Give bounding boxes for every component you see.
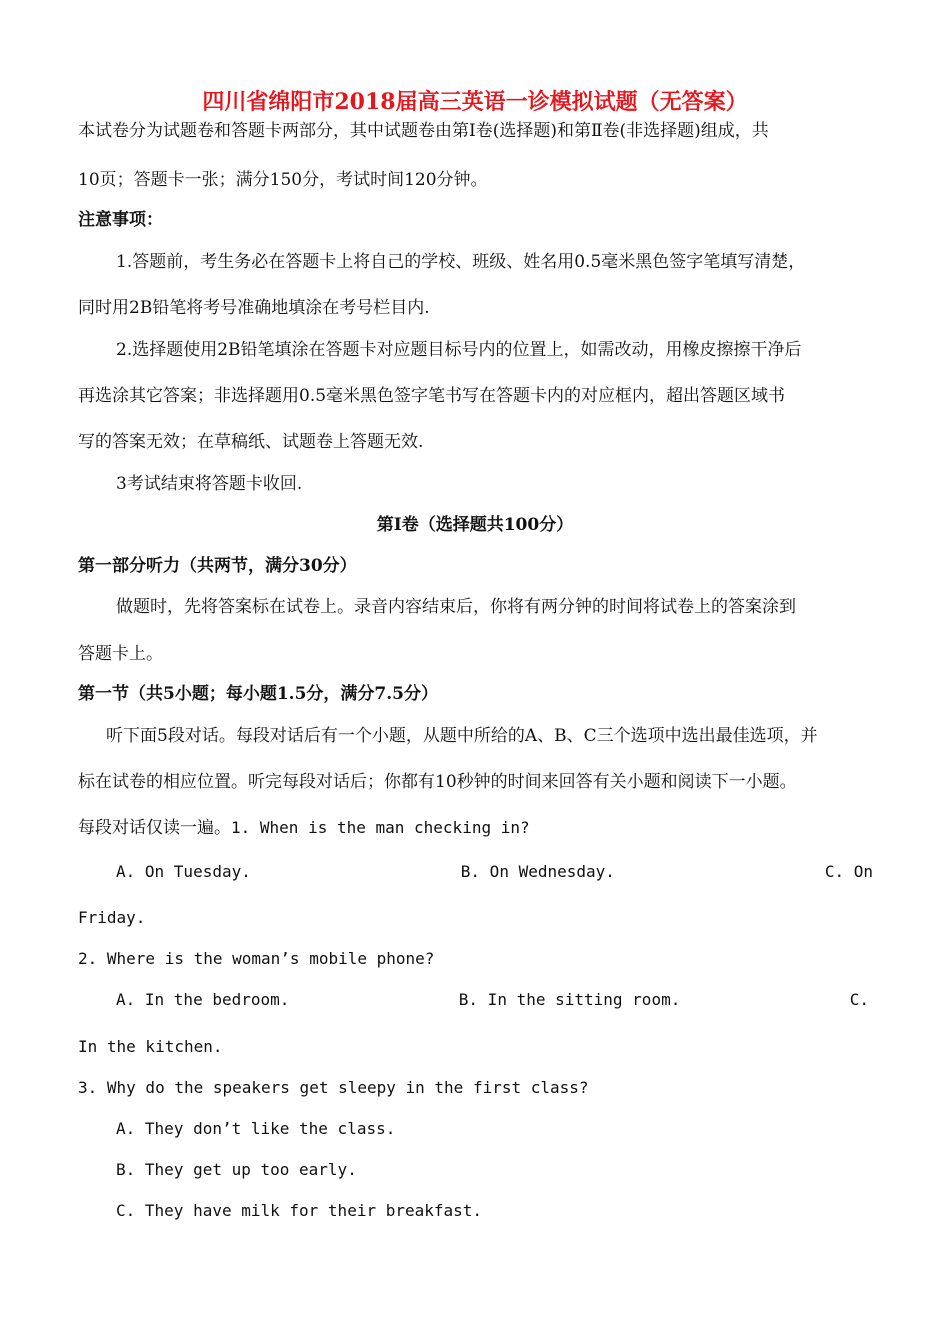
intro-line-1: 本试卷分为试题卷和答题卡两部分，其中试题卷由第Ⅰ卷(选择题)和第Ⅱ卷(非选择题)组成，共 <box>78 121 769 141</box>
question-2-option-c-continued: In the kitchen. <box>78 1037 223 1056</box>
note-3: 3考试结束将答题卡收回. <box>116 474 303 494</box>
question-1-option-b: B. On Wednesday. <box>460 862 615 881</box>
section-1-instructions-line-2: 标在试卷的相应位置。听完每段对话后；你都有10秒钟的时间来回答有关小题和阅读下一小题。 <box>78 772 797 792</box>
part-1-instructions-line-2: 答题卡上。 <box>78 644 163 664</box>
note-1-line-1: 1.答题前，考生务必在答题卡上将自己的学校、班级、姓名用0.5毫米黑色签字笔填写清楚， <box>116 252 806 272</box>
part-1-instructions-line-1: 做题时，先将答案标在试卷上。录音内容结束后，你将有两分钟的时间将试卷上的答案涂到 <box>116 597 796 617</box>
question-3-option-b: B. They get up too early. <box>116 1160 357 1179</box>
question-2-stem: 2. Where is the woman’s mobile phone? <box>78 949 435 968</box>
note-2-line-2: 再选涂其它答案；非选择题用0.5毫米黑色签字笔书写在答题卡内的对应框内，超出答题区域书 <box>78 386 786 406</box>
volume-heading: 第Ⅰ卷（选择题共100分） <box>376 515 574 535</box>
section-1-heading: 第一节（共5小题；每小题1.5分，满分7.5分） <box>78 684 438 704</box>
part-1-heading: 第一部分听力（共两节，满分30分） <box>78 556 357 576</box>
question-1-option-c-continued: Friday. <box>78 908 146 927</box>
question-3-stem: 3. Why do the speakers get sleepy in the first class? <box>78 1078 589 1097</box>
page-title: 四川省绵阳市2018届高三英语一诊模拟试题（无答案） <box>202 89 748 115</box>
question-2-option-c: C. <box>849 990 869 1009</box>
notes-heading: 注意事项： <box>78 210 163 230</box>
question-1-option-a: A. On Tuesday. <box>116 862 251 881</box>
section-1-instructions-tail: 每段对话仅读一遍。 <box>78 818 231 838</box>
section-1-instructions-line-1: 听下面5段对话。每段对话后有一个小题，从题中所给的A、B、C三个选项中选出最佳选项，并 <box>106 726 818 746</box>
question-1-option-c: C. On <box>824 862 873 881</box>
question-3-option-c: C. They have milk for their breakfast. <box>116 1201 483 1220</box>
question-3-option-a: A. They don’t like the class. <box>116 1119 396 1138</box>
question-1-options <box>116 860 873 884</box>
question-2-options <box>116 988 869 1012</box>
question-2-option-b: B. In the sitting room. <box>458 990 681 1009</box>
intro-line-2: 10页；答题卡一张；满分150分，考试时间120分钟。 <box>78 170 488 190</box>
note-2-line-3: 写的答案无效；在草稿纸、试题卷上答题无效. <box>78 432 424 452</box>
section-1-instructions-line-3 <box>78 816 530 840</box>
note-2-line-1: 2.选择题使用2B铅笔填涂在答题卡对应题目标号内的位置上，如需改动，用橡皮擦擦干净后 <box>116 340 802 360</box>
question-1-stem: 1. When is the man checking in? <box>231 818 530 837</box>
note-1-line-2: 同时用2B铅笔将考号准确地填涂在考号栏目内. <box>78 298 430 318</box>
question-2-option-a: A. In the bedroom. <box>116 990 290 1009</box>
